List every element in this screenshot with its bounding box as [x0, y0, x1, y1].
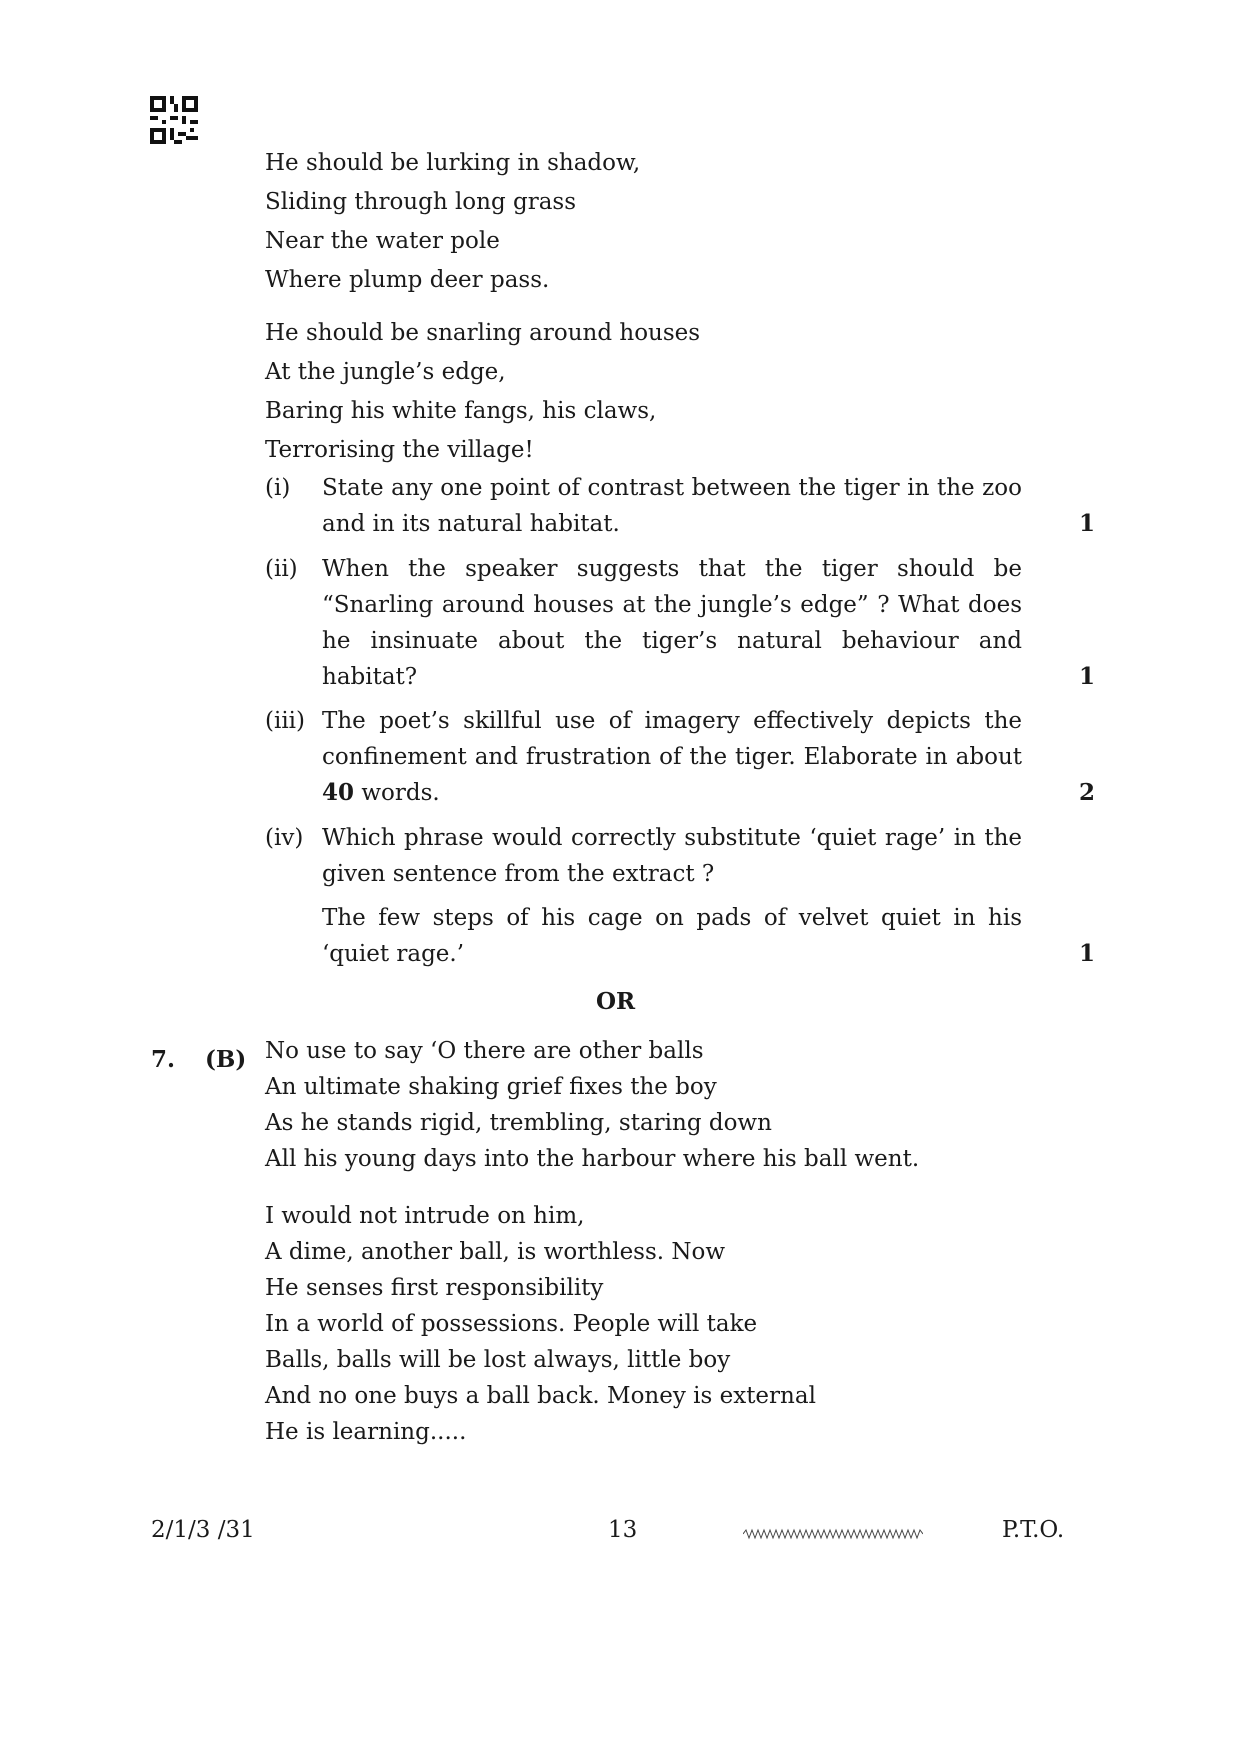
poem-line: At the jungle’s edge,	[265, 359, 506, 385]
question-mark: 1	[1078, 663, 1095, 690]
question-text: Which phrase would correctly substitute ‘quiet rage’ in the given sentence from the extract ?	[322, 825, 1022, 887]
question-7-part: (B)	[205, 1046, 247, 1073]
poem-line: Baring his white fangs, his claws,	[265, 398, 657, 424]
poem-line: A dime, another ball, is worthless. Now	[265, 1239, 726, 1265]
question-text: State any one point of contrast between the tiger in the zoo and in its natural habitat.	[322, 475, 1022, 537]
question-mark: 1	[1078, 510, 1095, 537]
poem-stanza-1	[265, 144, 640, 300]
question-mark: 2	[1078, 779, 1095, 806]
footer-pto: P.T.O.	[1002, 1517, 1065, 1543]
question-number: (iv)	[265, 825, 304, 851]
poem-line: No use to say ‘O there are other balls	[265, 1038, 704, 1064]
poem-line: Where plump deer pass.	[265, 267, 550, 293]
question-word-count: 40	[322, 779, 355, 806]
poem-line: He senses first responsibility	[265, 1275, 604, 1301]
question-text-part: The poet’s skillful use of imagery effectively depicts the confinement and frustration of the tiger. Elaborate in about	[322, 708, 1022, 770]
poem-b-stanza-2	[265, 1198, 816, 1450]
qr-code-icon	[150, 96, 198, 144]
security-wave-icon	[743, 1528, 923, 1540]
poem-line: Terrorising the village!	[265, 437, 534, 463]
poem-line: He is learning.....	[265, 1419, 467, 1445]
question-number: (iii)	[265, 708, 306, 734]
poem-line: In a world of possessions. People will take	[265, 1311, 758, 1337]
poem-line: He should be lurking in shadow,	[265, 150, 641, 176]
question-number: (i)	[265, 475, 291, 501]
poem-b-stanza-1	[265, 1033, 919, 1177]
poem-line: An ultimate shaking grief fixes the boy	[265, 1074, 717, 1100]
poem-line: Near the water pole	[265, 228, 500, 254]
poem-line: All his young days into the harbour where his ball went.	[265, 1146, 920, 1172]
question-mark: 1	[1078, 940, 1095, 967]
question-text	[322, 703, 1022, 811]
poem-line: I would not intrude on him,	[265, 1203, 585, 1229]
footer-paper-code: 2/1/3 /31	[151, 1517, 255, 1543]
or-divider: OR	[596, 988, 636, 1015]
poem-line: And no one buys a ball back. Money is external	[265, 1383, 816, 1409]
poem-line: Balls, balls will be lost always, little boy	[265, 1347, 731, 1373]
question-quote: The few steps of his cage on pads of velvet quiet in his ‘quiet rage.’	[322, 905, 1022, 967]
poem-line: He should be snarling around houses	[265, 320, 701, 346]
question-text: When the speaker suggests that the tiger should be “Snarling around houses at the jungle’s edge” ? What does he insinuate about the tiger’s natural behaviour and habitat?	[322, 556, 1022, 690]
poem-line: Sliding through long grass	[265, 189, 577, 215]
poem-stanza-2	[265, 314, 700, 470]
question-text-part: words.	[354, 780, 440, 806]
question-7-number: 7.	[151, 1046, 176, 1073]
footer-page-number: 13	[608, 1517, 638, 1543]
question-number: (ii)	[265, 556, 298, 582]
poem-line: As he stands rigid, trembling, staring down	[265, 1110, 772, 1136]
